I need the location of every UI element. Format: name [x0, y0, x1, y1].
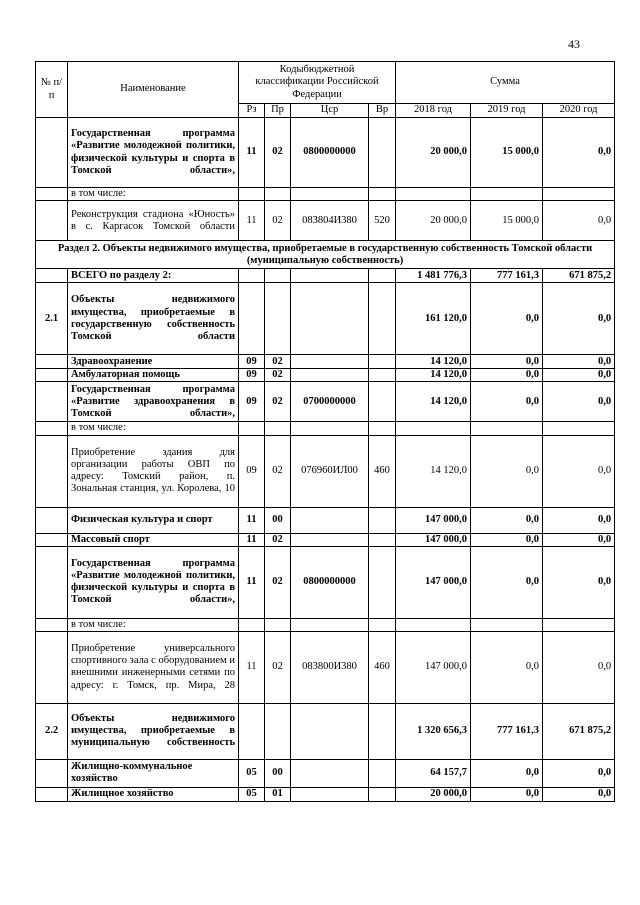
cell-csr — [291, 618, 369, 631]
cell-num: 2.1 — [36, 283, 68, 355]
cell-2020: 0,0 — [543, 118, 615, 188]
cell-2019 — [471, 188, 543, 201]
cell-name: Амбулаторная помощь — [68, 369, 239, 382]
cell-vr — [369, 703, 396, 759]
cell-csr — [291, 759, 369, 787]
cell-2018: 1 481 776,3 — [396, 269, 471, 283]
cell-pr: 02 — [265, 435, 291, 507]
table-row — [36, 269, 615, 283]
cell-csr — [291, 703, 369, 759]
table-row — [36, 283, 615, 355]
cell-name: Государственная программа «Развитие здравоохранения в Томской области», — [68, 382, 239, 422]
cell-2019: 0,0 — [471, 631, 543, 703]
cell-csr: 083804И380 — [291, 201, 369, 241]
cell-vr: 460 — [369, 435, 396, 507]
cell-num — [36, 269, 68, 283]
cell-num — [36, 201, 68, 241]
cell-csr — [291, 507, 369, 533]
table-row — [36, 355, 615, 369]
cell-rz: 09 — [239, 435, 265, 507]
cell-pr: 02 — [265, 631, 291, 703]
cell-2018: 20 000,0 — [396, 787, 471, 801]
cell-csr — [291, 369, 369, 382]
cell-2018: 161 120,0 — [396, 283, 471, 355]
cell-rz: 11 — [239, 631, 265, 703]
cell-vr — [369, 759, 396, 787]
header-vr: Вр — [369, 104, 396, 118]
cell-num — [36, 188, 68, 201]
cell-rz: 05 — [239, 787, 265, 801]
cell-name: Государственная программа «Развитие молодежной политики, физической культуры и спорта в Томской области», — [68, 118, 239, 188]
cell-name: Объекты недвижимого имущества, приобретаемые в муниципальную собственность — [68, 703, 239, 759]
table-row — [36, 118, 615, 188]
cell-csr: 0800000000 — [291, 546, 369, 618]
cell-2018 — [396, 422, 471, 435]
budget-table — [35, 61, 615, 802]
cell-pr: 02 — [265, 533, 291, 546]
cell-vr — [369, 118, 396, 188]
cell-2019: 15 000,0 — [471, 201, 543, 241]
cell-2020 — [543, 188, 615, 201]
cell-2019: 777 161,3 — [471, 269, 543, 283]
cell-csr — [291, 355, 369, 369]
header-pr: Пр — [265, 104, 291, 118]
cell-2018: 14 120,0 — [396, 435, 471, 507]
cell-num: 2.2 — [36, 703, 68, 759]
cell-vr — [369, 618, 396, 631]
cell-vr — [369, 546, 396, 618]
header-2018: 2018 год — [396, 104, 471, 118]
cell-2020: 0,0 — [543, 533, 615, 546]
cell-2018: 1 320 656,3 — [396, 703, 471, 759]
cell-2019 — [471, 618, 543, 631]
header-num: № п/п — [36, 62, 68, 118]
cell-pr — [265, 422, 291, 435]
table-row — [36, 759, 615, 787]
table-row — [36, 546, 615, 618]
cell-2019: 0,0 — [471, 533, 543, 546]
cell-pr — [265, 188, 291, 201]
cell-name: Приобретение здания для организации работы ОВП по адресу: Томский район, п. Зональная станция, ул. Королева, 10 — [68, 435, 239, 507]
cell-num — [36, 422, 68, 435]
cell-num — [36, 507, 68, 533]
header-rz: Рз — [239, 104, 265, 118]
cell-2018: 147 000,0 — [396, 631, 471, 703]
cell-2020: 0,0 — [543, 546, 615, 618]
cell-2020: 671 875,2 — [543, 269, 615, 283]
cell-2018 — [396, 188, 471, 201]
cell-vr — [369, 533, 396, 546]
table-row — [36, 435, 615, 507]
table-row — [36, 703, 615, 759]
cell-2019: 0,0 — [471, 787, 543, 801]
cell-vr — [369, 355, 396, 369]
cell-2020: 0,0 — [543, 283, 615, 355]
cell-2020: 0,0 — [543, 355, 615, 369]
cell-name: в том числе: — [68, 422, 239, 435]
cell-rz — [239, 618, 265, 631]
cell-rz: 11 — [239, 507, 265, 533]
cell-2018: 14 120,0 — [396, 355, 471, 369]
cell-2019: 0,0 — [471, 546, 543, 618]
table-header-row — [36, 62, 615, 104]
cell-csr — [291, 188, 369, 201]
cell-rz — [239, 283, 265, 355]
cell-2020 — [543, 422, 615, 435]
cell-name: Приобретение универсального спортивного зала с оборудованием и внешними инженерными сетями по адресу: г. Томск, пр. Мира, 28 — [68, 631, 239, 703]
cell-2019: 15 000,0 — [471, 118, 543, 188]
cell-2018: 14 120,0 — [396, 369, 471, 382]
table-row — [36, 422, 615, 435]
cell-2020: 0,0 — [543, 507, 615, 533]
cell-2019: 0,0 — [471, 507, 543, 533]
table-row — [36, 507, 615, 533]
cell-pr: 00 — [265, 507, 291, 533]
cell-vr — [369, 269, 396, 283]
cell-rz: 11 — [239, 546, 265, 618]
cell-csr — [291, 269, 369, 283]
cell-csr — [291, 283, 369, 355]
cell-vr — [369, 188, 396, 201]
cell-2018: 147 000,0 — [396, 546, 471, 618]
cell-name: Реконструкция стадиона «Юность» в с. Каргасок Томской области — [68, 201, 239, 241]
cell-pr — [265, 283, 291, 355]
cell-2020: 0,0 — [543, 631, 615, 703]
cell-2020: 0,0 — [543, 787, 615, 801]
cell-num — [36, 759, 68, 787]
table-row — [36, 533, 615, 546]
table-row — [36, 369, 615, 382]
cell-rz: 11 — [239, 201, 265, 241]
cell-num — [36, 118, 68, 188]
cell-csr: 0700000000 — [291, 382, 369, 422]
cell-num — [36, 787, 68, 801]
cell-num — [36, 631, 68, 703]
cell-pr — [265, 618, 291, 631]
header-2019: 2019 год — [471, 104, 543, 118]
cell-vr — [369, 382, 396, 422]
header-2020: 2020 год — [543, 104, 615, 118]
cell-pr: 02 — [265, 382, 291, 422]
cell-pr: 02 — [265, 201, 291, 241]
cell-vr — [369, 422, 396, 435]
cell-name: Жилищно-коммунальное хозяйство — [68, 759, 239, 787]
cell-rz: 05 — [239, 759, 265, 787]
cell-name: Жилищное хозяйство — [68, 787, 239, 801]
cell-csr — [291, 533, 369, 546]
cell-2020: 0,0 — [543, 435, 615, 507]
cell-2020: 0,0 — [543, 201, 615, 241]
section-title: Раздел 2. Объекты недвижимого имущества, приобретаемые в государственную собственность Томской области (муниципальную собственность) — [36, 241, 615, 269]
cell-name: ВСЕГО по разделу 2: — [68, 269, 239, 283]
cell-name: в том числе: — [68, 188, 239, 201]
cell-2020 — [543, 618, 615, 631]
cell-2018 — [396, 618, 471, 631]
table-row — [36, 787, 615, 801]
table-row — [36, 201, 615, 241]
cell-pr — [265, 269, 291, 283]
cell-pr: 02 — [265, 118, 291, 188]
section-row — [36, 241, 615, 269]
table-row — [36, 618, 615, 631]
cell-name: Объекты недвижимого имущества, приобретаемые в государственную собственность Томской области — [68, 283, 239, 355]
cell-2018: 147 000,0 — [396, 533, 471, 546]
cell-num — [36, 546, 68, 618]
table-row — [36, 188, 615, 201]
cell-vr — [369, 507, 396, 533]
cell-rz — [239, 703, 265, 759]
cell-csr: 076960ИЛ00 — [291, 435, 369, 507]
cell-2018: 14 120,0 — [396, 382, 471, 422]
cell-vr: 460 — [369, 631, 396, 703]
cell-2018: 20 000,0 — [396, 201, 471, 241]
cell-rz: 09 — [239, 369, 265, 382]
cell-num — [36, 435, 68, 507]
header-codes: Кодыбюджетной классификации Российской Федерации — [239, 62, 396, 104]
cell-name: в том числе: — [68, 618, 239, 631]
cell-2019: 0,0 — [471, 759, 543, 787]
cell-name: Государственная программа «Развитие молодежной политики, физической культуры и спорта в Томской области», — [68, 546, 239, 618]
cell-rz — [239, 188, 265, 201]
cell-name: Здравоохранение — [68, 355, 239, 369]
cell-2019 — [471, 422, 543, 435]
cell-2020: 0,0 — [543, 759, 615, 787]
cell-2020: 671 875,2 — [543, 703, 615, 759]
header-csr: Цср — [291, 104, 369, 118]
cell-csr — [291, 787, 369, 801]
cell-rz: 09 — [239, 355, 265, 369]
cell-name: Физическая культура и спорт — [68, 507, 239, 533]
table-row — [36, 631, 615, 703]
cell-vr — [369, 283, 396, 355]
cell-vr: 520 — [369, 201, 396, 241]
cell-num — [36, 382, 68, 422]
cell-rz: 09 — [239, 382, 265, 422]
cell-2020: 0,0 — [543, 369, 615, 382]
cell-pr — [265, 703, 291, 759]
cell-vr — [369, 369, 396, 382]
table-row — [36, 382, 615, 422]
cell-2018: 147 000,0 — [396, 507, 471, 533]
cell-csr — [291, 422, 369, 435]
cell-2019: 0,0 — [471, 369, 543, 382]
cell-pr: 02 — [265, 546, 291, 618]
cell-2020: 0,0 — [543, 382, 615, 422]
cell-pr: 01 — [265, 787, 291, 801]
cell-2019: 0,0 — [471, 355, 543, 369]
cell-num — [36, 355, 68, 369]
cell-csr: 0800000000 — [291, 118, 369, 188]
cell-num — [36, 533, 68, 546]
cell-num — [36, 618, 68, 631]
cell-name: Массовый спорт — [68, 533, 239, 546]
cell-vr — [369, 787, 396, 801]
page-number: 43 — [568, 37, 580, 51]
header-sum: Сумма — [396, 62, 615, 104]
cell-2019: 0,0 — [471, 382, 543, 422]
cell-pr: 02 — [265, 355, 291, 369]
cell-2019: 777 161,3 — [471, 703, 543, 759]
cell-rz: 11 — [239, 118, 265, 188]
cell-2019: 0,0 — [471, 283, 543, 355]
cell-2018: 20 000,0 — [396, 118, 471, 188]
cell-csr: 083800И380 — [291, 631, 369, 703]
cell-pr: 00 — [265, 759, 291, 787]
cell-rz: 11 — [239, 533, 265, 546]
cell-rz — [239, 422, 265, 435]
cell-2019: 0,0 — [471, 435, 543, 507]
cell-2018: 64 157,7 — [396, 759, 471, 787]
cell-pr: 02 — [265, 369, 291, 382]
header-name: Наименование — [68, 62, 239, 118]
cell-rz — [239, 269, 265, 283]
cell-num — [36, 369, 68, 382]
